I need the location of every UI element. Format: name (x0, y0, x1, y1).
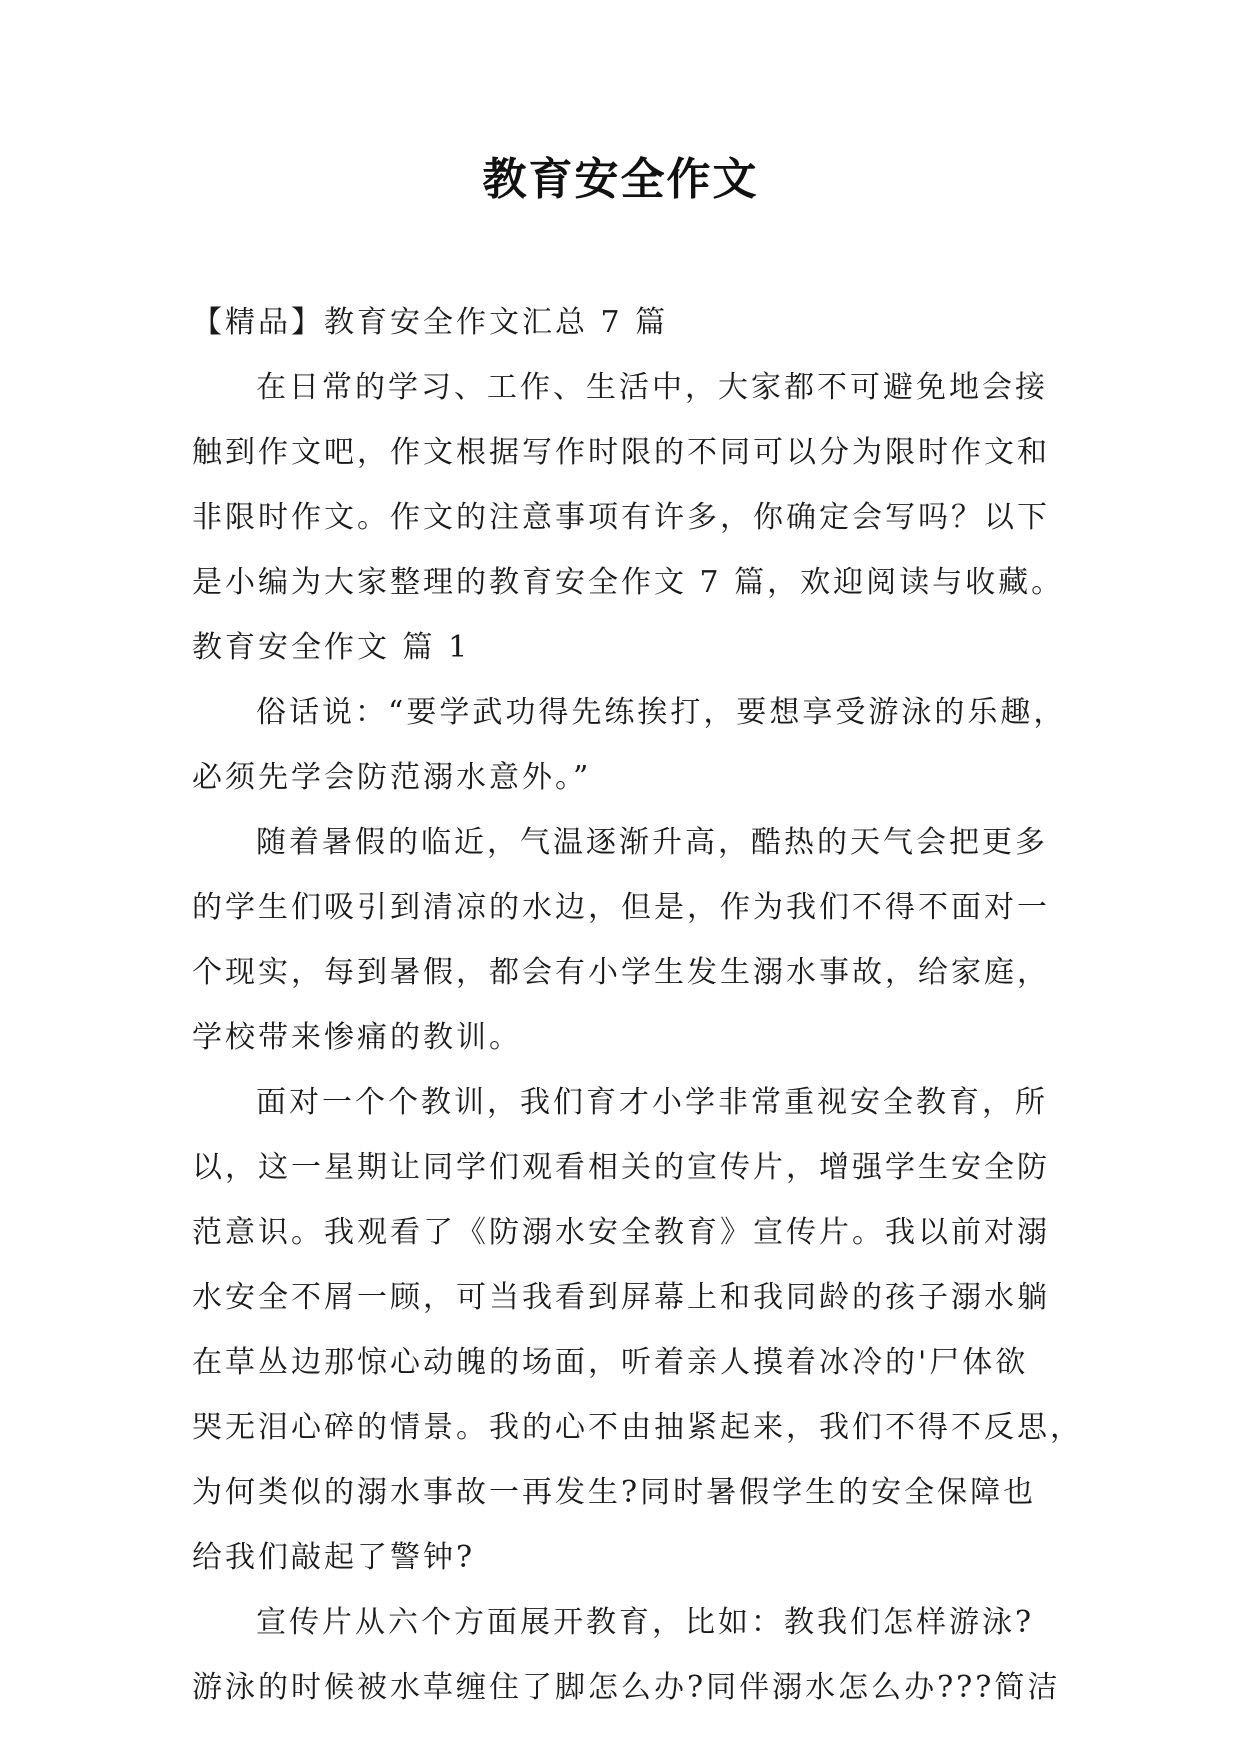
document-title: 教育安全作文 (482, 154, 759, 205)
paragraph-line: 是小编为大家整理的教育安全作文 7 篇，欢迎阅读与收藏。 (192, 565, 1065, 600)
paragraph-line: 个现实，每到暑假，都会有小学生发生溺水事故，给家庭， (192, 955, 1050, 990)
paragraph-line: 为何类似的溺水事故一再发生?同时暑假学生的安全保障也 (192, 1475, 1037, 1510)
paragraph-line: 必须先学会防范溺水意外。” (192, 760, 592, 795)
paragraph-line: 俗话说：“要学武功得先练挨打，要想享受游泳的乐趣， (256, 695, 1067, 730)
paragraph-line: 在日常的学习、工作、生活中，大家都不可避免地会接 (256, 370, 1048, 405)
paragraph-line: 触到作文吧，作文根据写作时限的不同可以分为限时作文和 (192, 435, 1050, 470)
paragraph-line: 非限时作文。作文的注意事项有许多，你确定会写吗？以下 (192, 500, 1050, 535)
paragraph-line: 给我们敲起了警钟? (192, 1540, 476, 1575)
document-body (192, 290, 1083, 1720)
paragraph-line: 的学生们吸引到清凉的水边，但是，作为我们不得不面对一 (192, 890, 1050, 925)
paragraph-line: 在草丛边那惊心动魄的场面，听着亲人摸着冰冷的'尸体欲 (192, 1345, 1029, 1380)
section-heading: 教育安全作文 篇 1 (192, 630, 471, 665)
paragraph-line: 宣传片从六个方面展开教育，比如：教我们怎样游泳? (256, 1605, 1035, 1640)
paragraph-line: 学校带来惨痛的教训。 (192, 1020, 522, 1055)
paragraph-line: 游泳的时候被水草缠住了脚怎么办?同伴溺水怎么办???简洁 (192, 1670, 1061, 1705)
paragraph-line: 面对一个个教训，我们育才小学非常重视安全教育，所 (256, 1085, 1048, 1120)
paragraph-line: 哭无泪心碎的情景。我的心不由抽紧起来，我们不得不反思， (192, 1410, 1083, 1445)
paragraph-line: 范意识。我观看了《防溺水安全教育》宣传片。我以前对溺 (192, 1215, 1050, 1250)
paragraph-line: 以，这一星期让同学们观看相关的宣传片，增强学生安全防 (192, 1150, 1050, 1185)
summary-line: 【精品】教育安全作文汇总 7 篇 (192, 305, 669, 340)
paragraph-line: 水安全不屑一顾，可当我看到屏幕上和我同龄的孩子溺水躺 (192, 1280, 1050, 1315)
paragraph-line: 随着暑假的临近，气温逐渐升高，酷热的天气会把更多 (256, 825, 1048, 860)
